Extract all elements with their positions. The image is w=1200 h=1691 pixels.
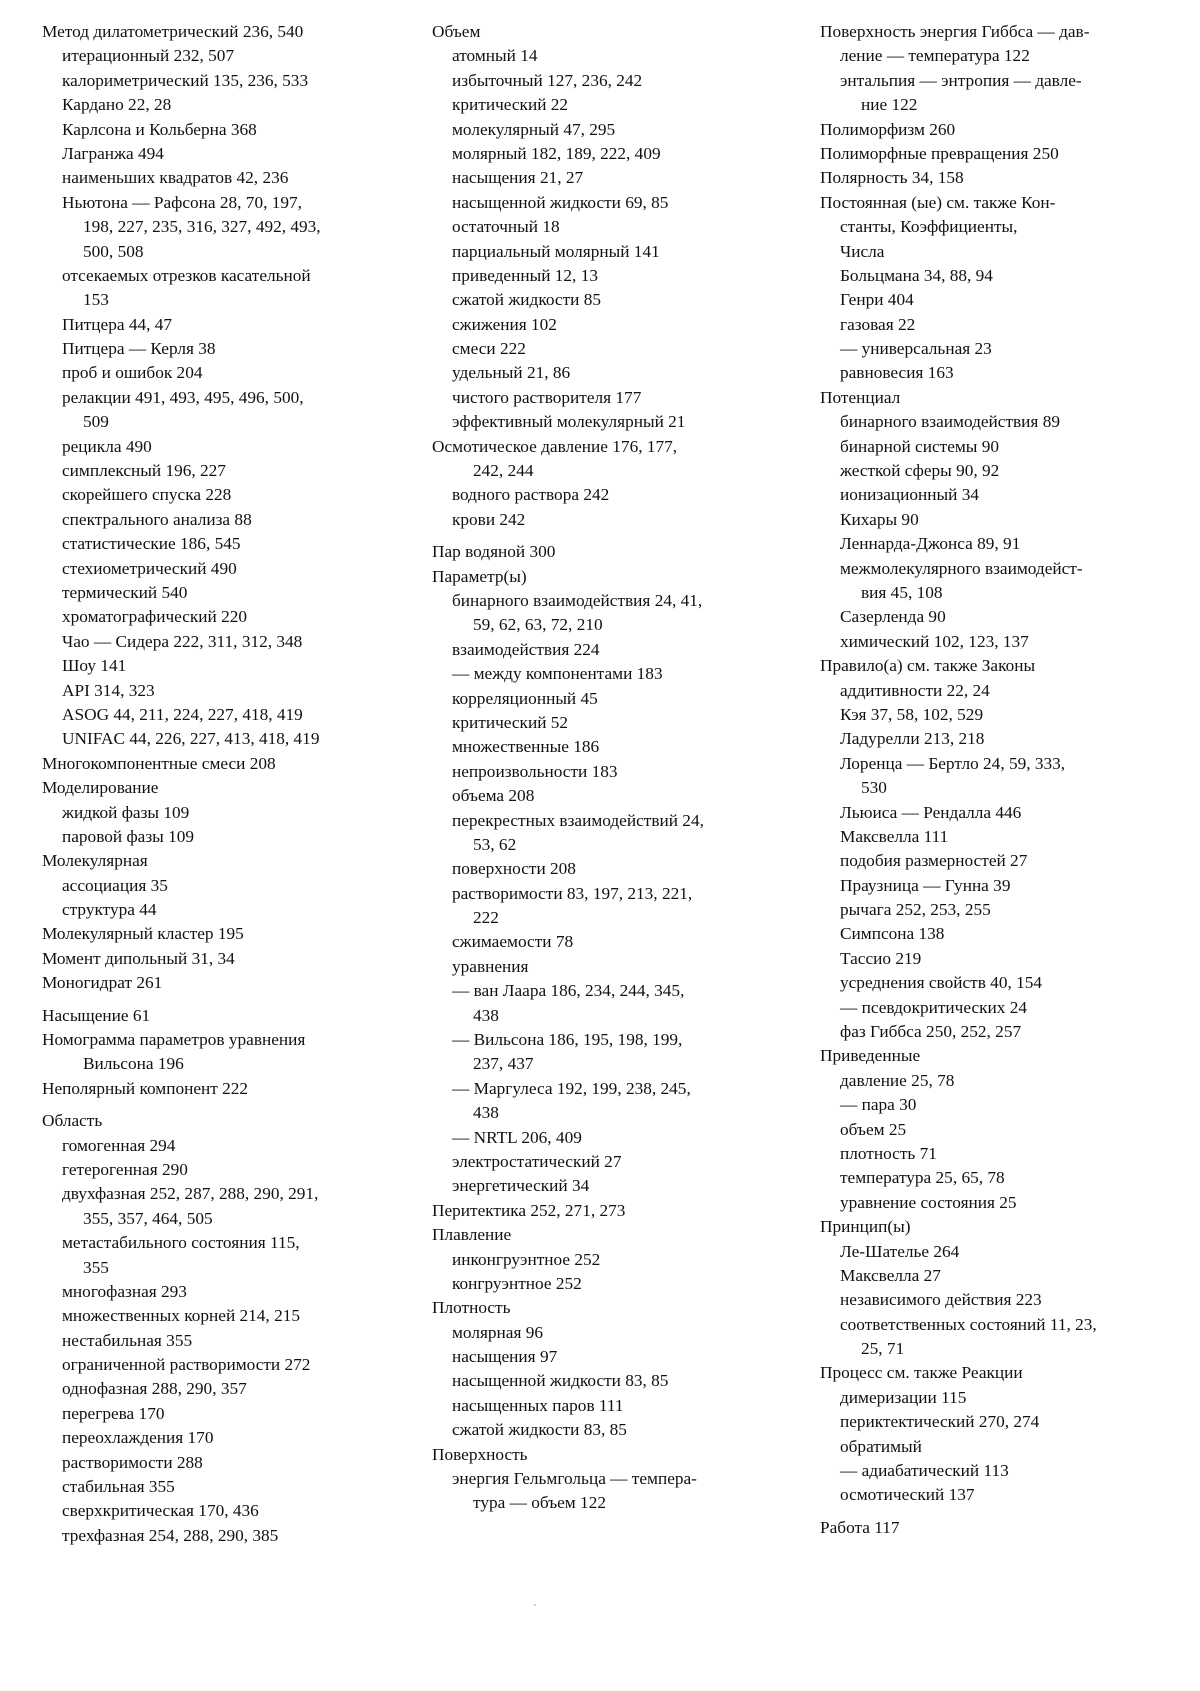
index-subentry: Кихары 90 (840, 509, 919, 529)
index-subentry: переохлаждения 170 (62, 1428, 214, 1448)
index-subentry: 59, 62, 63, 72, 210 (473, 615, 603, 635)
index-subentry: — ван Лаара 186, 234, 244, 345, (452, 981, 685, 1001)
index-heading: Объем (432, 22, 481, 41)
index-subentry: объема 208 (452, 786, 535, 806)
index-heading: Плавление (432, 1225, 512, 1245)
index-subentry: — Маргулеса 192, 199, 238, 245, (452, 1078, 691, 1098)
index-subentry: чистого растворителя 177 (452, 387, 642, 407)
index-subentry: 237, 437 (473, 1054, 534, 1074)
index-subentry: релакции 491, 493, 495, 496, 500, (62, 387, 304, 407)
index-subentry: отсекаемых отрезков касательной (62, 265, 311, 285)
index-subentry: Леннарда-Джонса 89, 91 (840, 534, 1021, 554)
index-subentry: — универсальная 23 (840, 339, 992, 359)
index-heading: Плотность (432, 1298, 511, 1318)
index-heading: Перитектика 252, 271, 273 (432, 1200, 626, 1220)
index-subentry: взаимодействия 224 (452, 639, 600, 659)
index-heading: Полиморфизм 260 (820, 119, 956, 139)
index-subentry: бинарной системы 90 (840, 436, 1000, 456)
index-subentry: жидкой фазы 109 (62, 802, 190, 822)
index-subentry: бинарного взаимодействия 89 (840, 412, 1060, 432)
index-subentry: молярная 96 (452, 1322, 544, 1342)
index-subentry: газовая 22 (840, 314, 916, 334)
index-subentry: многофазная 293 (62, 1281, 187, 1301)
index-subentry: Кэя 37, 58, 102, 529 (840, 704, 984, 724)
index-heading: Момент дипольный 31, 34 (42, 948, 235, 968)
index-heading: Осмотическое давление 176, 177, (432, 436, 678, 456)
index-heading: Моногидрат 261 (42, 973, 163, 993)
index-subentry: молярный 182, 189, 222, 409 (452, 143, 661, 163)
index-heading: Поверхность (432, 1444, 528, 1464)
index-subentry: осмотический 137 (840, 1485, 975, 1505)
index-subentry: равновесия 163 (840, 363, 954, 383)
index-subentry: Больцмана 34, 88, 94 (840, 265, 993, 285)
index-subentry: растворимости 288 (62, 1452, 203, 1472)
index-subentry: удельный 21, 86 (452, 363, 571, 383)
index-subentry: Максвелла 27 (840, 1265, 941, 1285)
index-subentry: — Вильсона 186, 195, 198, 199, (452, 1030, 683, 1050)
index-subentry: сжатой жидкости 83, 85 (452, 1420, 627, 1440)
index-subentry: 530 (861, 778, 887, 798)
index-subentry: водного раствора 242 (452, 485, 610, 505)
index-subentry: 198, 227, 235, 316, 327, 492, 493, (83, 217, 321, 237)
index-subentry: тура — объем 122 (473, 1493, 606, 1513)
index-subentry: — псевдокритических 24 (840, 997, 1027, 1017)
index-heading: Многокомпонентные смеси 208 (42, 753, 276, 773)
index-subentry: Кардано 22, 28 (62, 95, 172, 115)
index-subentry: химический 102, 123, 137 (840, 631, 1029, 651)
index-heading: Потенциал (820, 387, 901, 407)
index-subentry: избыточный 127, 236, 242 (452, 70, 643, 90)
index-subentry: аддитивности 22, 24 (840, 680, 990, 700)
index-subentry: давление 25, 78 (840, 1070, 955, 1090)
index-column-left (42, 20, 397, 1548)
index-subentry: Ладурелли 213, 218 (840, 729, 985, 749)
index-subentry: приведенный 12, 13 (452, 265, 598, 285)
index-subentry: фаз Гиббса 250, 252, 257 (840, 1022, 1022, 1042)
index-subentry: 500, 508 (83, 241, 144, 261)
index-subentry: метастабильного состояния 115, (62, 1233, 300, 1253)
index-subentry: уравнение состояния 25 (840, 1192, 1017, 1212)
index-subentry: наименьших квадратов 42, 236 (62, 168, 289, 188)
index-subentry: Питцера 44, 47 (62, 314, 173, 334)
index-subentry: сжимаемости 78 (452, 932, 574, 952)
index-subentry: Генри 404 (840, 290, 914, 310)
index-subentry: гомогенная 294 (62, 1135, 176, 1155)
index-subentry: эффективный молекулярный 21 (452, 412, 686, 432)
index-subentry: бинарного взаимодействия 24, 41, (452, 590, 703, 610)
index-subentry: Числа (840, 241, 885, 261)
index-subentry: температура 25, 65, 78 (840, 1168, 1005, 1188)
index-subentry: термический 540 (62, 582, 188, 602)
index-subentry: 355 (83, 1257, 109, 1277)
index-heading: Приведенные (820, 1046, 921, 1066)
index-subentry: соответственных состояний 11, 23, (840, 1314, 1097, 1334)
index-subentry: насыщения 21, 27 (452, 168, 584, 188)
index-subentry: 355, 357, 464, 505 (83, 1208, 213, 1228)
index-subentry: Питцера — Керля 38 (62, 339, 216, 359)
index-subentry: хроматографический 220 (62, 607, 248, 627)
index-subentry: — NRTL 206, 409 (452, 1127, 582, 1147)
index-subentry: Ньютона — Рафсона 28, 70, 197, (62, 192, 302, 212)
index-column-middle (432, 20, 787, 1516)
index-subentry: растворимости 83, 197, 213, 221, (452, 883, 693, 903)
index-subentry: 153 (83, 290, 109, 310)
index-subentry: рычага 252, 253, 255 (840, 900, 991, 920)
index-subentry: статистические 186, 545 (62, 534, 241, 554)
index-subentry: критический 52 (452, 712, 569, 732)
index-subentry: парциальный молярный 141 (452, 241, 660, 261)
index-heading: Моделирование (42, 778, 159, 798)
index-subentry: множественных корней 214, 215 (62, 1306, 300, 1326)
index-subentry: корреляционный 45 (452, 688, 598, 708)
index-heading: Метод дилатометрический 236, 540 (42, 22, 304, 41)
index-subentry: энергия Гельмгольца — темпера- (452, 1469, 697, 1489)
index-subentry: паровой фазы 109 (62, 826, 194, 846)
index-subentry: насыщения 97 (452, 1347, 558, 1367)
index-subentry: ление — температура 122 (840, 46, 1030, 66)
index-subentry: сверхкритическая 170, 436 (62, 1501, 259, 1521)
index-subentry: Максвелла 111 (840, 826, 949, 846)
index-subentry: калориметрический 135, 236, 533 (62, 70, 309, 90)
index-subentry: жесткой сферы 90, 92 (840, 461, 1000, 481)
index-subentry: насыщенной жидкости 83, 85 (452, 1371, 669, 1391)
index-subentry: энтальпия — энтропия — давле- (840, 70, 1082, 90)
index-subentry: — пара 30 (840, 1095, 917, 1115)
index-subentry: Шоу 141 (62, 656, 127, 676)
index-subentry: насыщенной жидкости 69, 85 (452, 192, 669, 212)
index-heading: Пар водяной 300 (432, 542, 556, 562)
index-subentry: двухфазная 252, 287, 288, 290, 291, (62, 1184, 319, 1204)
index-subentry: инконгруэнтное 252 (452, 1249, 601, 1269)
index-heading: Поверхность энергия Гиббса — дав- (820, 22, 1090, 41)
index-subentry: скорейшего спуска 228 (62, 485, 232, 505)
index-subentry: Симпсона 138 (840, 924, 945, 944)
scan-speck (534, 1604, 536, 1606)
index-subentry: сжижения 102 (452, 314, 557, 334)
index-heading: Работа 117 (820, 1517, 900, 1537)
index-subentry: плотность 71 (840, 1143, 937, 1163)
index-subentry: стехиометрический 490 (62, 558, 237, 578)
index-heading: Параметр(ы) (432, 566, 527, 586)
index-subentry: обратимый (840, 1436, 922, 1456)
index-subentry: — адиабатический 113 (840, 1461, 1009, 1481)
index-heading: Насыщение 61 (42, 1005, 151, 1025)
index-subentry: стабильная 355 (62, 1477, 175, 1497)
index-subentry: смеси 222 (452, 339, 526, 359)
index-subentry: 25, 71 (861, 1339, 905, 1359)
index-subentry: непроизвольности 183 (452, 761, 618, 781)
index-subentry: структура 44 (62, 900, 157, 920)
index-heading: Полиморфные превращения 250 (820, 143, 1059, 163)
index-heading: Номограмма параметров уравнения (42, 1030, 306, 1050)
index-subentry: Сазерленда 90 (840, 607, 946, 627)
index-column-right (820, 20, 1175, 1540)
index-subentry: ASOG 44, 211, 224, 227, 418, 419 (62, 704, 303, 724)
index-heading: Процесс см. также Реакции (820, 1363, 1023, 1383)
index-subentry: спектрального анализа 88 (62, 509, 252, 529)
index-subentry: критический 22 (452, 95, 569, 115)
index-heading: Область (42, 1111, 103, 1131)
index-subentry: ние 122 (861, 95, 918, 115)
index-subentry: остаточный 18 (452, 217, 560, 237)
index-subentry: периктектический 270, 274 (840, 1412, 1040, 1432)
index-subentry: ограниченной растворимости 272 (62, 1355, 311, 1375)
index-subentry: Льюиса — Рендалла 446 (840, 802, 1022, 822)
index-subentry: станты, Коэффициенты, (840, 217, 1018, 237)
index-subentry: усреднения свойств 40, 154 (840, 973, 1043, 993)
index-subentry: ионизационный 34 (840, 485, 979, 505)
index-subentry: гетерогенная 290 (62, 1159, 188, 1179)
index-subentry: атомный 14 (452, 46, 538, 66)
index-subentry: Тассио 219 (840, 948, 922, 968)
index-subentry: Лагранжа 494 (62, 143, 164, 163)
index-heading: Неполярный компонент 222 (42, 1078, 249, 1098)
index-subentry: итерационный 232, 507 (62, 46, 235, 66)
index-heading: Молекулярный кластер 195 (42, 924, 244, 944)
index-subentry: димеризации 115 (840, 1387, 967, 1407)
index-subentry: крови 242 (452, 509, 526, 529)
index-subentry: трехфазная 254, 288, 290, 385 (62, 1525, 279, 1545)
index-subentry: поверхности 208 (452, 859, 576, 879)
index-subentry: Ле-Шателье 264 (840, 1241, 960, 1261)
index-subentry: Чао — Сидера 222, 311, 312, 348 (62, 631, 303, 651)
index-subentry: молекулярный 47, 295 (452, 119, 616, 139)
index-subentry: межмолекулярного взаимодейст- (840, 558, 1083, 578)
index-subentry: однофазная 288, 290, 357 (62, 1379, 247, 1399)
index-subentry: 438 (473, 1103, 499, 1123)
index-subentry: энергетический 34 (452, 1176, 590, 1196)
index-subentry: симплексный 196, 227 (62, 461, 226, 481)
index-subentry: Лоренца — Бертло 24, 59, 333, (840, 753, 1066, 773)
index-subentry: конгруэнтное 252 (452, 1273, 582, 1293)
index-subentry: Праузница — Гунна 39 (840, 875, 1011, 895)
index-subentry: сжатой жидкости 85 (452, 290, 602, 310)
index-subentry: — между компонентами 183 (452, 664, 663, 684)
index-heading: Принцип(ы) (820, 1217, 911, 1237)
index-subentry: Вильсона 196 (83, 1054, 184, 1074)
index-subentry: уравнения (452, 956, 529, 976)
index-subentry: подобия размерностей 27 (840, 851, 1028, 871)
index-subentry: объем 25 (840, 1119, 907, 1139)
index-subentry: Карлсона и Кольберна 368 (62, 119, 257, 139)
index-subentry: ассоциация 35 (62, 875, 168, 895)
index-subentry: API 314, 323 (62, 680, 155, 700)
index-heading: Молекулярная (42, 851, 148, 871)
index-heading: Постоянная (ые) см. также Кон- (820, 192, 1056, 212)
index-subentry: 53, 62 (473, 834, 517, 854)
index-subentry: 222 (473, 908, 499, 928)
index-subentry: множественные 186 (452, 737, 600, 757)
index-subentry: вия 45, 108 (861, 582, 943, 602)
index-heading: Правило(а) см. также Законы (820, 656, 1036, 676)
index-subentry: электростатический 27 (452, 1151, 622, 1171)
index-subentry: UNIFAC 44, 226, 227, 413, 418, 419 (62, 729, 320, 749)
index-subentry: перегрева 170 (62, 1403, 165, 1423)
index-subentry: насыщенных паров 111 (452, 1395, 624, 1415)
index-subentry: 438 (473, 1005, 499, 1025)
index-subentry: независимого действия 223 (840, 1290, 1042, 1310)
index-heading: Полярность 34, 158 (820, 168, 964, 188)
index-subentry: проб и ошибок 204 (62, 363, 203, 383)
index-subentry: перекрестных взаимодействий 24, (452, 810, 704, 830)
index-subentry: нестабильная 355 (62, 1330, 193, 1350)
index-subentry: рецикла 490 (62, 436, 152, 456)
index-subentry: 242, 244 (473, 461, 534, 481)
index-subentry: 509 (83, 412, 109, 432)
